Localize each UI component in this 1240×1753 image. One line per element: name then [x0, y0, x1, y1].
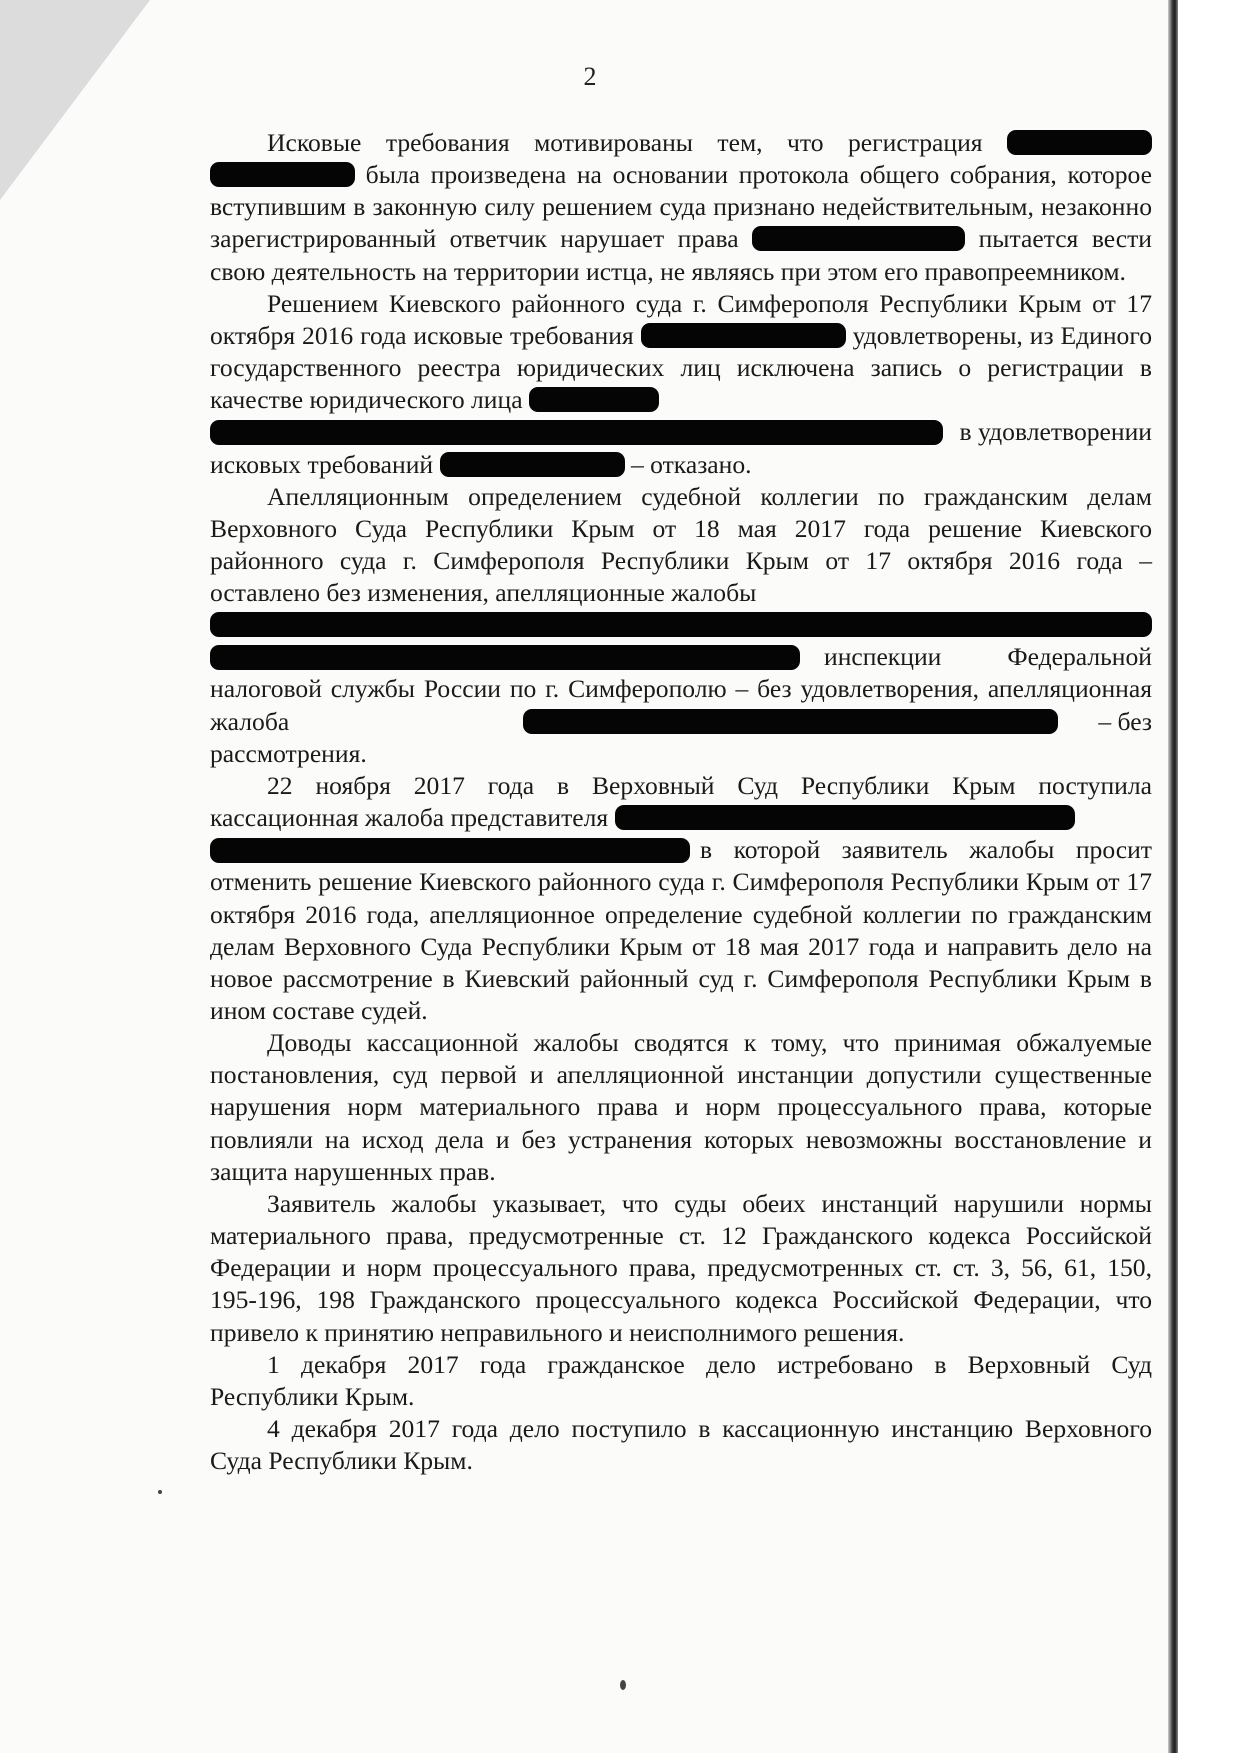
paragraph-text: Апелляционным определением судебной коллегии по гражданским делам Верховного Суда Республики Крым от 18 мая 2017 года решение Киевского районного суда г. Симферополя Республики Крым от 17 октября 2016 года – оставлено без изменения, апелляционные жалобы — [210, 481, 1152, 608]
paragraph — [210, 127, 1152, 288]
redaction-bar — [752, 226, 965, 251]
scan-fold-corner — [0, 0, 150, 200]
paragraph: Заявитель жалобы указывает, что суды обеих инстанций нарушили нормы материального права, предусмотренные ст. 12 Гражданского кодекса Российской Федерации и норм процессуального права, предусмотренных ст. ст. 3, 56, 61, 150, 195-196, 198 Гражданского процессуального кодекса Российской Федерации, что привело к принятию неправильного и неисполнимого решения. — [210, 1188, 1152, 1347]
scan-page-edge — [1168, 0, 1178, 1753]
paragraph-continuation — [210, 866, 1152, 1027]
paragraph-text: налоговой службы России по г. Симферополю – без удовлетворения, апелляционная жалоба — [210, 674, 1152, 736]
paragraph-text: пытается вести свою деятельность на территории истца, не являясь при этом его правопреемником. — [210, 224, 1152, 286]
redaction-bar — [210, 838, 690, 863]
paragraph-text: отменить решение Киевского районного суда г. Симферополя Республики Крым от 17 октября 2016 года, апелляционное определение судебной коллегии по гражданским делам Верховного Суда Республики Крым от 18 мая 2017 года и направить дело на новое рассмотрение в Киевский районный суд г. Симферополя Республики Крым в ином составе судей. — [210, 867, 1152, 1026]
redaction-bar — [440, 452, 625, 477]
paragraph-text: рассмотрения. — [210, 738, 367, 768]
redaction-bar — [210, 162, 355, 187]
redaction-bar — [529, 387, 659, 412]
paragraph — [210, 481, 1152, 610]
paragraph-text: в удовлетворении — [959, 417, 1152, 447]
paragraph-continuation — [210, 449, 1152, 481]
paragraph-text: инспекции Федеральной — [824, 642, 1152, 672]
paragraph-text: 22 ноября 2017 года в Верховный Суд Республики Крым поступила кассационная жалоба представителя — [210, 770, 1152, 833]
redaction-bar — [210, 420, 943, 445]
page-number: 2 — [583, 62, 597, 91]
paragraph-text: Исковые требования мотивированы тем, что регистрация — [267, 128, 983, 157]
paragraph-text: Решением Киевского районного суда г. Симферополя Республики Крым от 17 октября 2016 года исковые требования — [210, 288, 1152, 350]
redaction-bar — [641, 323, 846, 348]
scan-speck — [158, 1490, 162, 1494]
text-row — [210, 706, 1152, 738]
paragraph-text: была произведена на основании протокола общего собрания, которое вступившим в законную силу решением суда признано недействительным, незаконно зарегистрированный ответчик нарушает права — [210, 160, 1152, 254]
document-body — [210, 127, 1152, 1477]
paragraph — [210, 288, 1152, 417]
scan-speck — [620, 1680, 626, 1690]
paragraph-text: – отказано. — [630, 449, 752, 479]
paragraph-text: в которой заявитель жалобы просит — [700, 835, 1152, 865]
redaction-bar — [523, 709, 1058, 734]
paragraph-text: удовлетворены, из Единого государственного реестра юридических лиц исключена запись о регистрации в качестве юридического лица — [210, 320, 1152, 415]
paragraph: 1 декабря 2017 года гражданское дело истребовано в Верховный Суд Республики Крым. — [210, 1349, 1152, 1411]
paragraph: 4 декабря 2017 года дело поступило в кассационную инстанцию Верховного Суда Республики Крым. — [210, 1414, 1152, 1476]
text-row — [210, 416, 1152, 448]
paragraph — [210, 770, 1152, 834]
redaction-bar — [210, 645, 800, 670]
text-row — [210, 834, 1152, 866]
paragraph-text: исковых требований — [210, 449, 434, 479]
text-row — [210, 641, 1152, 673]
redaction-bar — [615, 805, 1075, 830]
scan-margin — [1178, 0, 1240, 1753]
paragraph: Доводы кассационной жалобы сводятся к тому, что принимая обжалуемые постановления, суд первой и апелляционной инстанции допустили существенные нарушения норм материального права и норм процессуального права, которые повлияли на исход дела и без устранения которых невозможны восстановление и защита нарушенных прав. — [210, 1028, 1152, 1186]
paragraph-continuation — [210, 738, 1152, 770]
paragraph-text: – без — [1098, 706, 1152, 736]
redaction-bar — [1007, 130, 1152, 155]
redaction-bar — [210, 612, 1152, 637]
